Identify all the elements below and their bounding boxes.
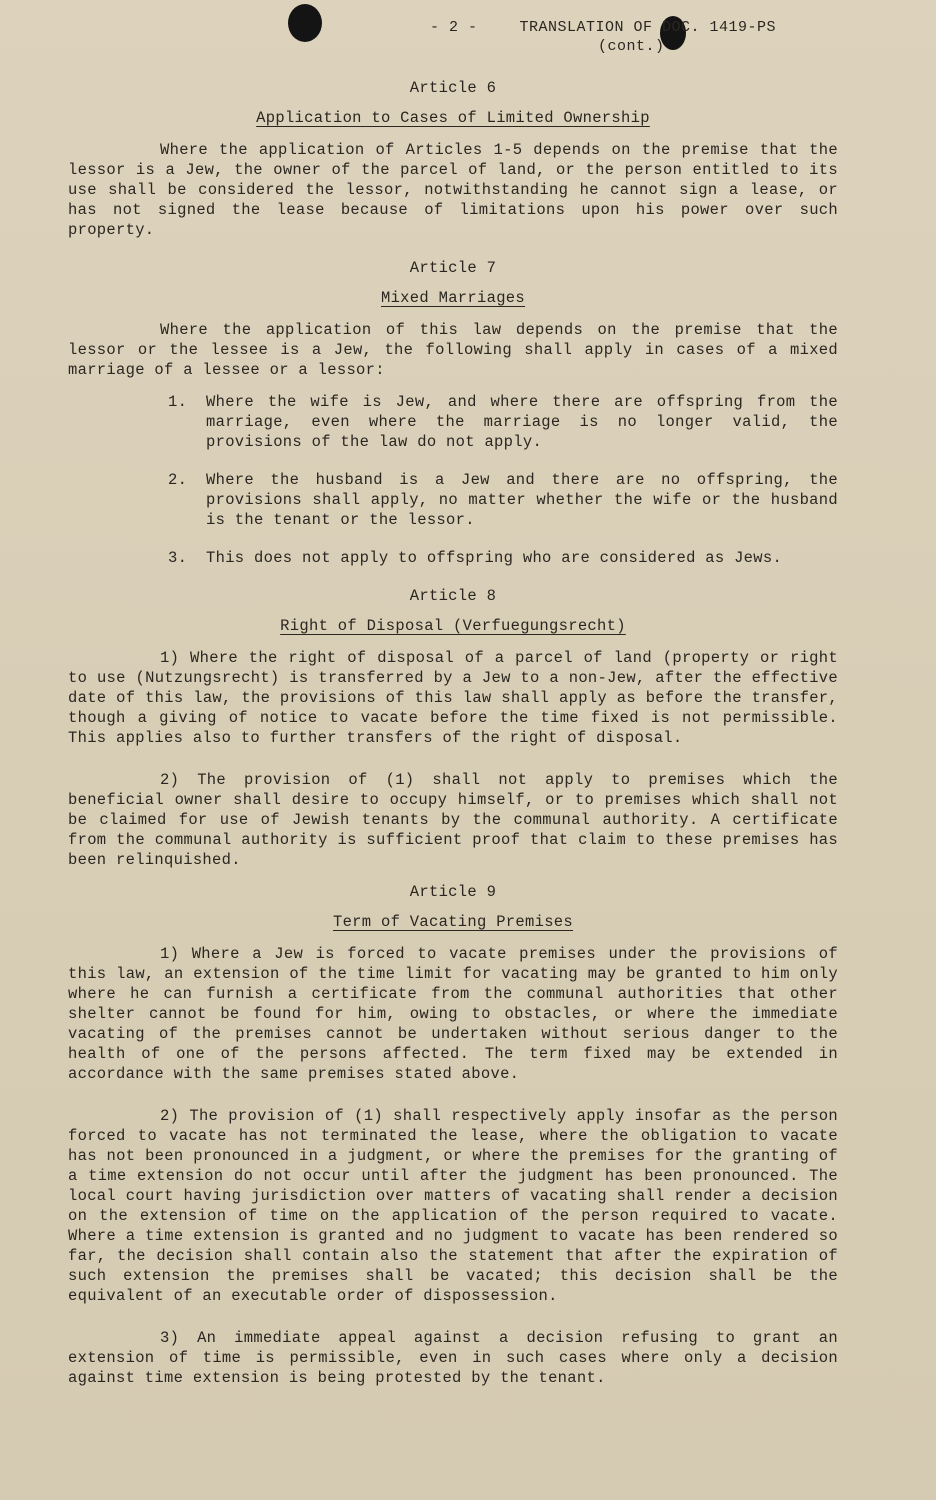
list-item-number: 3. [168, 549, 188, 567]
article-9-paragraph-2: 2) The provision of (1) shall respectively apply insofar as the person forced to vacate has not terminated the lease, where the obligation to vacate has not been pronounced in a judgment, or where the premises for the granting of a time extension do not occur until after the judgment has been pronounced. The local court having jurisdiction over matters of vacating shall render a decision on the extension of time on the application of the person required to vacate. Where a time extension is granted and no judgment to vacate has been rendered so far, the decision shall contain also the statement that after the expiration of such extension the premises shall be vacated; this decision shall be the equivalent of an executable order of dispossession. [68, 1107, 838, 1305]
article-7-intro: Where the application of this law depends on the premise that the lessor or the lessee is a Jew, the following shall apply in cases of a mixed marriage of a lessee or a lessor: [68, 321, 838, 379]
page-number: - 2 - [430, 19, 478, 36]
article-8-heading: Right of Disposal (Verfuegungsrecht) [280, 617, 626, 635]
article-7-heading: Mixed Marriages [380, 289, 526, 307]
punch-hole-left [288, 4, 322, 42]
list-item-text: This does not apply to offspring who are considered as Jews. [206, 549, 783, 567]
article-7 [68, 258, 838, 568]
continued-label: (cont.) [598, 38, 665, 55]
article-6-title: Article 6 [409, 79, 497, 97]
list-item [168, 548, 838, 568]
article-8-paragraph-2: 2) The provision of (1) shall not apply to premises which the beneficial owner shall desire to occupy himself, or to premises which shall not be claimed for use of Jewish tenants by the communal authority. A certificate from the communal authority is sufficient proof that claim to these premises has been relinquished. [68, 771, 838, 869]
article-6-heading: Application to Cases of Limited Ownership [256, 109, 650, 127]
article-7-list [168, 392, 838, 568]
page-header [430, 18, 850, 56]
article-9-title: Article 9 [409, 883, 497, 901]
article-8-paragraph-1: 1) Where the right of disposal of a parcel of land (property or right to use (Nutzungsrecht) is transferred by a Jew to a non-Jew, after the effective date of this law, the provisions of this law shall apply as before the transfer, though a giving of notice to vacate before the time fixed is not permissible. This applies also to further transfers of the right of disposal. [68, 649, 838, 747]
article-7-title: Article 7 [409, 259, 497, 277]
article-9-heading: Term of Vacating Premises [332, 913, 574, 931]
article-8-title: Article 8 [409, 587, 497, 605]
article-6 [68, 78, 838, 240]
document-reference: TRANSLATION OF DOC. 1419-PS [519, 19, 777, 36]
article-9-paragraph-3: 3) An immediate appeal against a decision refusing to grant an extension of time is permissible, even in such cases where only a decision against time extension is being protested by the tenant. [68, 1329, 838, 1387]
document-body [68, 78, 838, 1400]
list-item-number: 1. [168, 393, 188, 411]
list-item-number: 2. [168, 471, 188, 489]
article-9 [68, 882, 838, 1388]
list-item-text: Where the wife is Jew, and where there are offspring from the marriage, even where the marriage is no longer valid, the provisions of the law do not apply. [206, 393, 838, 451]
list-item [168, 392, 838, 452]
list-item [168, 470, 838, 530]
list-item-text: Where the husband is a Jew and there are no offspring, the provisions shall apply, no matter whether the wife or the husband is the tenant or the lessor. [206, 471, 838, 529]
article-9-paragraph-1: 1) Where a Jew is forced to vacate premises under the provisions of this law, an extension of the time limit for vacating may be granted to him only where he can furnish a certificate from the communal authorities that other shelter cannot be found for him, owing to obstacles, or where the immediate vacating of the premises cannot be undertaken without serious danger to the health of one of the persons affected. The term fixed may be extended in accordance with the same premises stated above. [68, 945, 838, 1083]
article-8 [68, 586, 838, 870]
article-6-paragraph: Where the application of Articles 1-5 depends on the premise that the lessor is a Jew, the owner of the parcel of land, or the person entitled to its use shall be considered the lessor, notwithstanding he cannot sign a lease, or has not signed the lease because of limitations upon his power over such property. [68, 141, 838, 239]
